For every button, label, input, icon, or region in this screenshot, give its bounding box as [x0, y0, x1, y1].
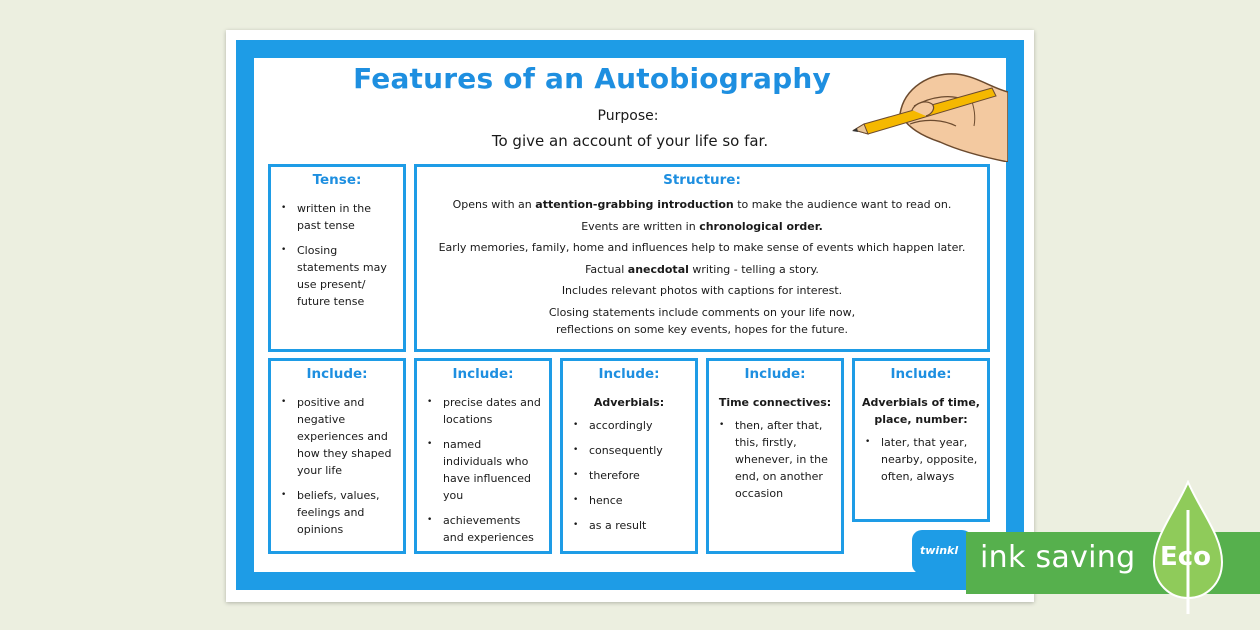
include-heading: Include: — [890, 366, 952, 382]
tense-box — [268, 164, 406, 352]
structure-lines — [417, 196, 987, 338]
structure-line: Factual anecdotal writing - telling a story. — [585, 262, 819, 276]
include-subheading: Adverbials: — [593, 396, 665, 409]
list-item: • then, after that, this, firstly, whenever, in the end, on another occasion — [735, 417, 835, 502]
include-heading: Include: — [452, 366, 514, 382]
include-heading: Include: — [744, 366, 806, 382]
include-subheading: Adverbials of time, place, number: — [862, 396, 980, 426]
include-list — [855, 434, 987, 485]
list-item: • beliefs, values, feelings and opinions — [297, 487, 397, 538]
list-item: • later, that year, nearby, opposite, often, always — [881, 434, 981, 485]
list-item: • positive and negative experiences and how they shaped your life — [297, 394, 397, 479]
include-heading: Include: — [598, 366, 660, 382]
structure-heading: Structure: — [663, 172, 741, 188]
list-item: • accordingly — [589, 417, 689, 434]
include-heading: Include: — [306, 366, 368, 382]
tense-heading: Tense: — [312, 172, 362, 188]
purpose-label: Purpose: — [597, 108, 659, 124]
hand-pencil-icon — [852, 66, 1008, 162]
include-list — [417, 394, 549, 546]
list-item: • therefore — [589, 467, 689, 484]
include-box-3 — [560, 358, 698, 554]
page-title: Features of an Autobiography — [353, 62, 831, 95]
ink-saving-label: ink saving — [980, 540, 1136, 575]
tense-list — [271, 200, 403, 310]
include-box-1 — [268, 358, 406, 554]
structure-line: Opens with an attention-grabbing introduction to make the audience want to read on. — [452, 198, 952, 211]
list-item: • named individuals who have influenced you — [443, 436, 543, 504]
eco-label: Eco — [1160, 542, 1212, 572]
structure-line: Early memories, family, home and influences help to make sense of events which happen later. — [438, 241, 966, 255]
include-box-4 — [706, 358, 844, 554]
list-item: • written in the past tense — [297, 200, 397, 234]
list-item: • consequently — [589, 442, 689, 459]
include-box-5 — [852, 358, 990, 522]
structure-box — [414, 164, 990, 352]
include-subheading: Time connectives: — [718, 396, 832, 409]
structure-line: Events are written in chronological order. — [581, 219, 823, 233]
list-item: • achievements and experiences — [443, 512, 543, 546]
include-list — [709, 417, 841, 502]
structure-line: Includes relevant photos with captions for interest. — [561, 284, 843, 298]
list-item: • hence — [589, 492, 689, 509]
include-list — [271, 394, 403, 538]
purpose-text: To give an account of your life so far. — [491, 132, 769, 150]
twinkl-logo — [912, 530, 972, 574]
twinkl-logo-text: twinkl — [920, 544, 959, 557]
list-item: • precise dates and locations — [443, 394, 543, 428]
structure-line: Closing statements include comments on your life now, reflections on some key events, hopes for the future. — [548, 305, 856, 336]
include-box-2 — [414, 358, 552, 554]
list-item: • as a result — [589, 517, 689, 534]
list-item: • Closing statements may use present/ future tense — [297, 242, 397, 310]
include-list — [563, 417, 695, 534]
